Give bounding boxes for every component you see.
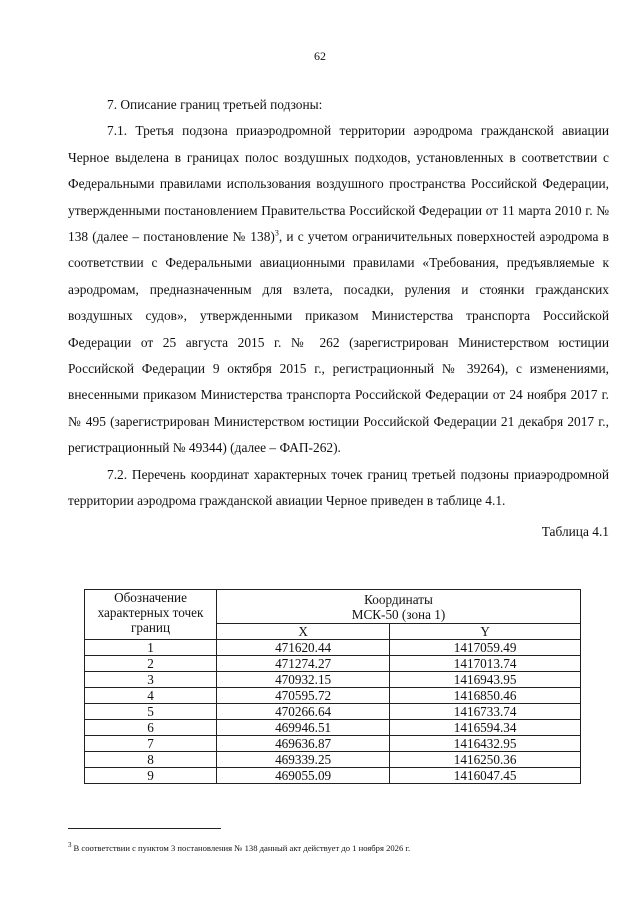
coordinates-header	[217, 590, 581, 624]
point-label-header: Обозначение характерных точек границ	[85, 590, 217, 640]
paragraph-7-1-text-a: 7.1. Третья подзона приаэродромной территории аэродрома гражданской авиации Черное выделена в границах полос воздушных подходов, установленных в соответствии с Федеральными правилами использования воздушного пространства Российской Федерации, утвержденными постановлением Правительства Российской Федерации от 11 марта 2010 г. № 138 (далее – постановление № 138)	[68, 123, 609, 245]
footnote-text: В соответствии с пунктом 3 постановления № 138 данный акт действует до 1 ноября 2026 г.	[73, 842, 411, 853]
x-value: 471620.44	[217, 640, 390, 656]
x-value: 469055.09	[217, 768, 390, 784]
coordinates-header-line1: Координаты	[364, 591, 433, 607]
y-value: 1416850.46	[390, 688, 581, 704]
paragraph-7-2: 7.2. Перечень координат характерных точек границ третьей подзоны приаэродромной территории аэродрома гражданской авиации Черное приведен в таблице 4.1.	[68, 466, 609, 509]
table-row	[85, 672, 581, 688]
table-caption: Таблица 4.1	[541, 523, 609, 539]
y-value: 1417059.49	[390, 640, 581, 656]
y-value: 1416250.36	[390, 752, 581, 768]
page-number: 62	[314, 49, 326, 63]
table-row	[85, 752, 581, 768]
point-number: 5	[85, 704, 217, 720]
y-value: 1416733.74	[390, 704, 581, 720]
coordinates-table	[84, 589, 581, 784]
footnote-mark: 3	[68, 841, 72, 849]
footnote-reference[interactable]: 3	[274, 228, 279, 238]
coordinates-header-line2: МСК-50 (зона 1)	[351, 606, 446, 622]
y-value: 1416943.95	[390, 672, 581, 688]
section-heading: 7. Описание границ третьей подзоны:	[107, 97, 323, 112]
point-number: 8	[85, 752, 217, 768]
x-value: 469946.51	[217, 720, 390, 736]
y-value: 1416432.95	[390, 736, 581, 752]
table-row	[85, 640, 581, 656]
x-value: 471274.27	[217, 656, 390, 672]
paragraph-7-1-text-b: , и с учетом ограничительных поверхностей аэродрома в соответствии с Федеральными авиационными правилами «Требования, предъявляемые к аэродромам, предназначенным для взлета, посадки, руления и стоянки гражданских воздушных судов», утвержденными приказом Министерства транспорта Российской Федерации от 25 августа 2015 г. № 262 (зарегистрирован Министерством юстиции Российской Федерации 9 октября 2015 г., регистрационный № 39264), с изменениями, внесенными приказом Министерства транспорта Российской Федерации от 24 ноября 2017 г. № 495 (зарегистрирован Министерством юстиции Российской Федерации 21 декабря 2017 г., регистрационный № 49344) (далее – ФАП-262).	[68, 229, 610, 456]
point-number: 1	[85, 640, 217, 656]
point-number: 7	[85, 736, 217, 752]
point-number: 3	[85, 672, 217, 688]
y-value: 1416047.45	[390, 768, 581, 784]
paragraph-7-1	[68, 118, 609, 461]
x-header: X	[217, 624, 390, 640]
x-value: 469636.87	[217, 736, 390, 752]
table-row	[85, 688, 581, 704]
x-value: 470266.64	[217, 704, 390, 720]
point-number: 6	[85, 720, 217, 736]
table-row	[85, 704, 581, 720]
x-value: 470932.15	[217, 672, 390, 688]
footnote	[68, 839, 618, 854]
table-row	[85, 768, 581, 784]
x-value: 469339.25	[217, 752, 390, 768]
table-row	[85, 736, 581, 752]
point-number: 2	[85, 656, 217, 672]
y-value: 1417013.74	[390, 656, 581, 672]
y-header: Y	[390, 624, 581, 640]
table-row	[85, 720, 581, 736]
x-value: 470595.72	[217, 688, 390, 704]
point-number: 4	[85, 688, 217, 704]
table-row	[85, 656, 581, 672]
document-body	[68, 92, 609, 545]
point-number: 9	[85, 768, 217, 784]
footnote-divider	[68, 828, 221, 829]
y-value: 1416594.34	[390, 720, 581, 736]
